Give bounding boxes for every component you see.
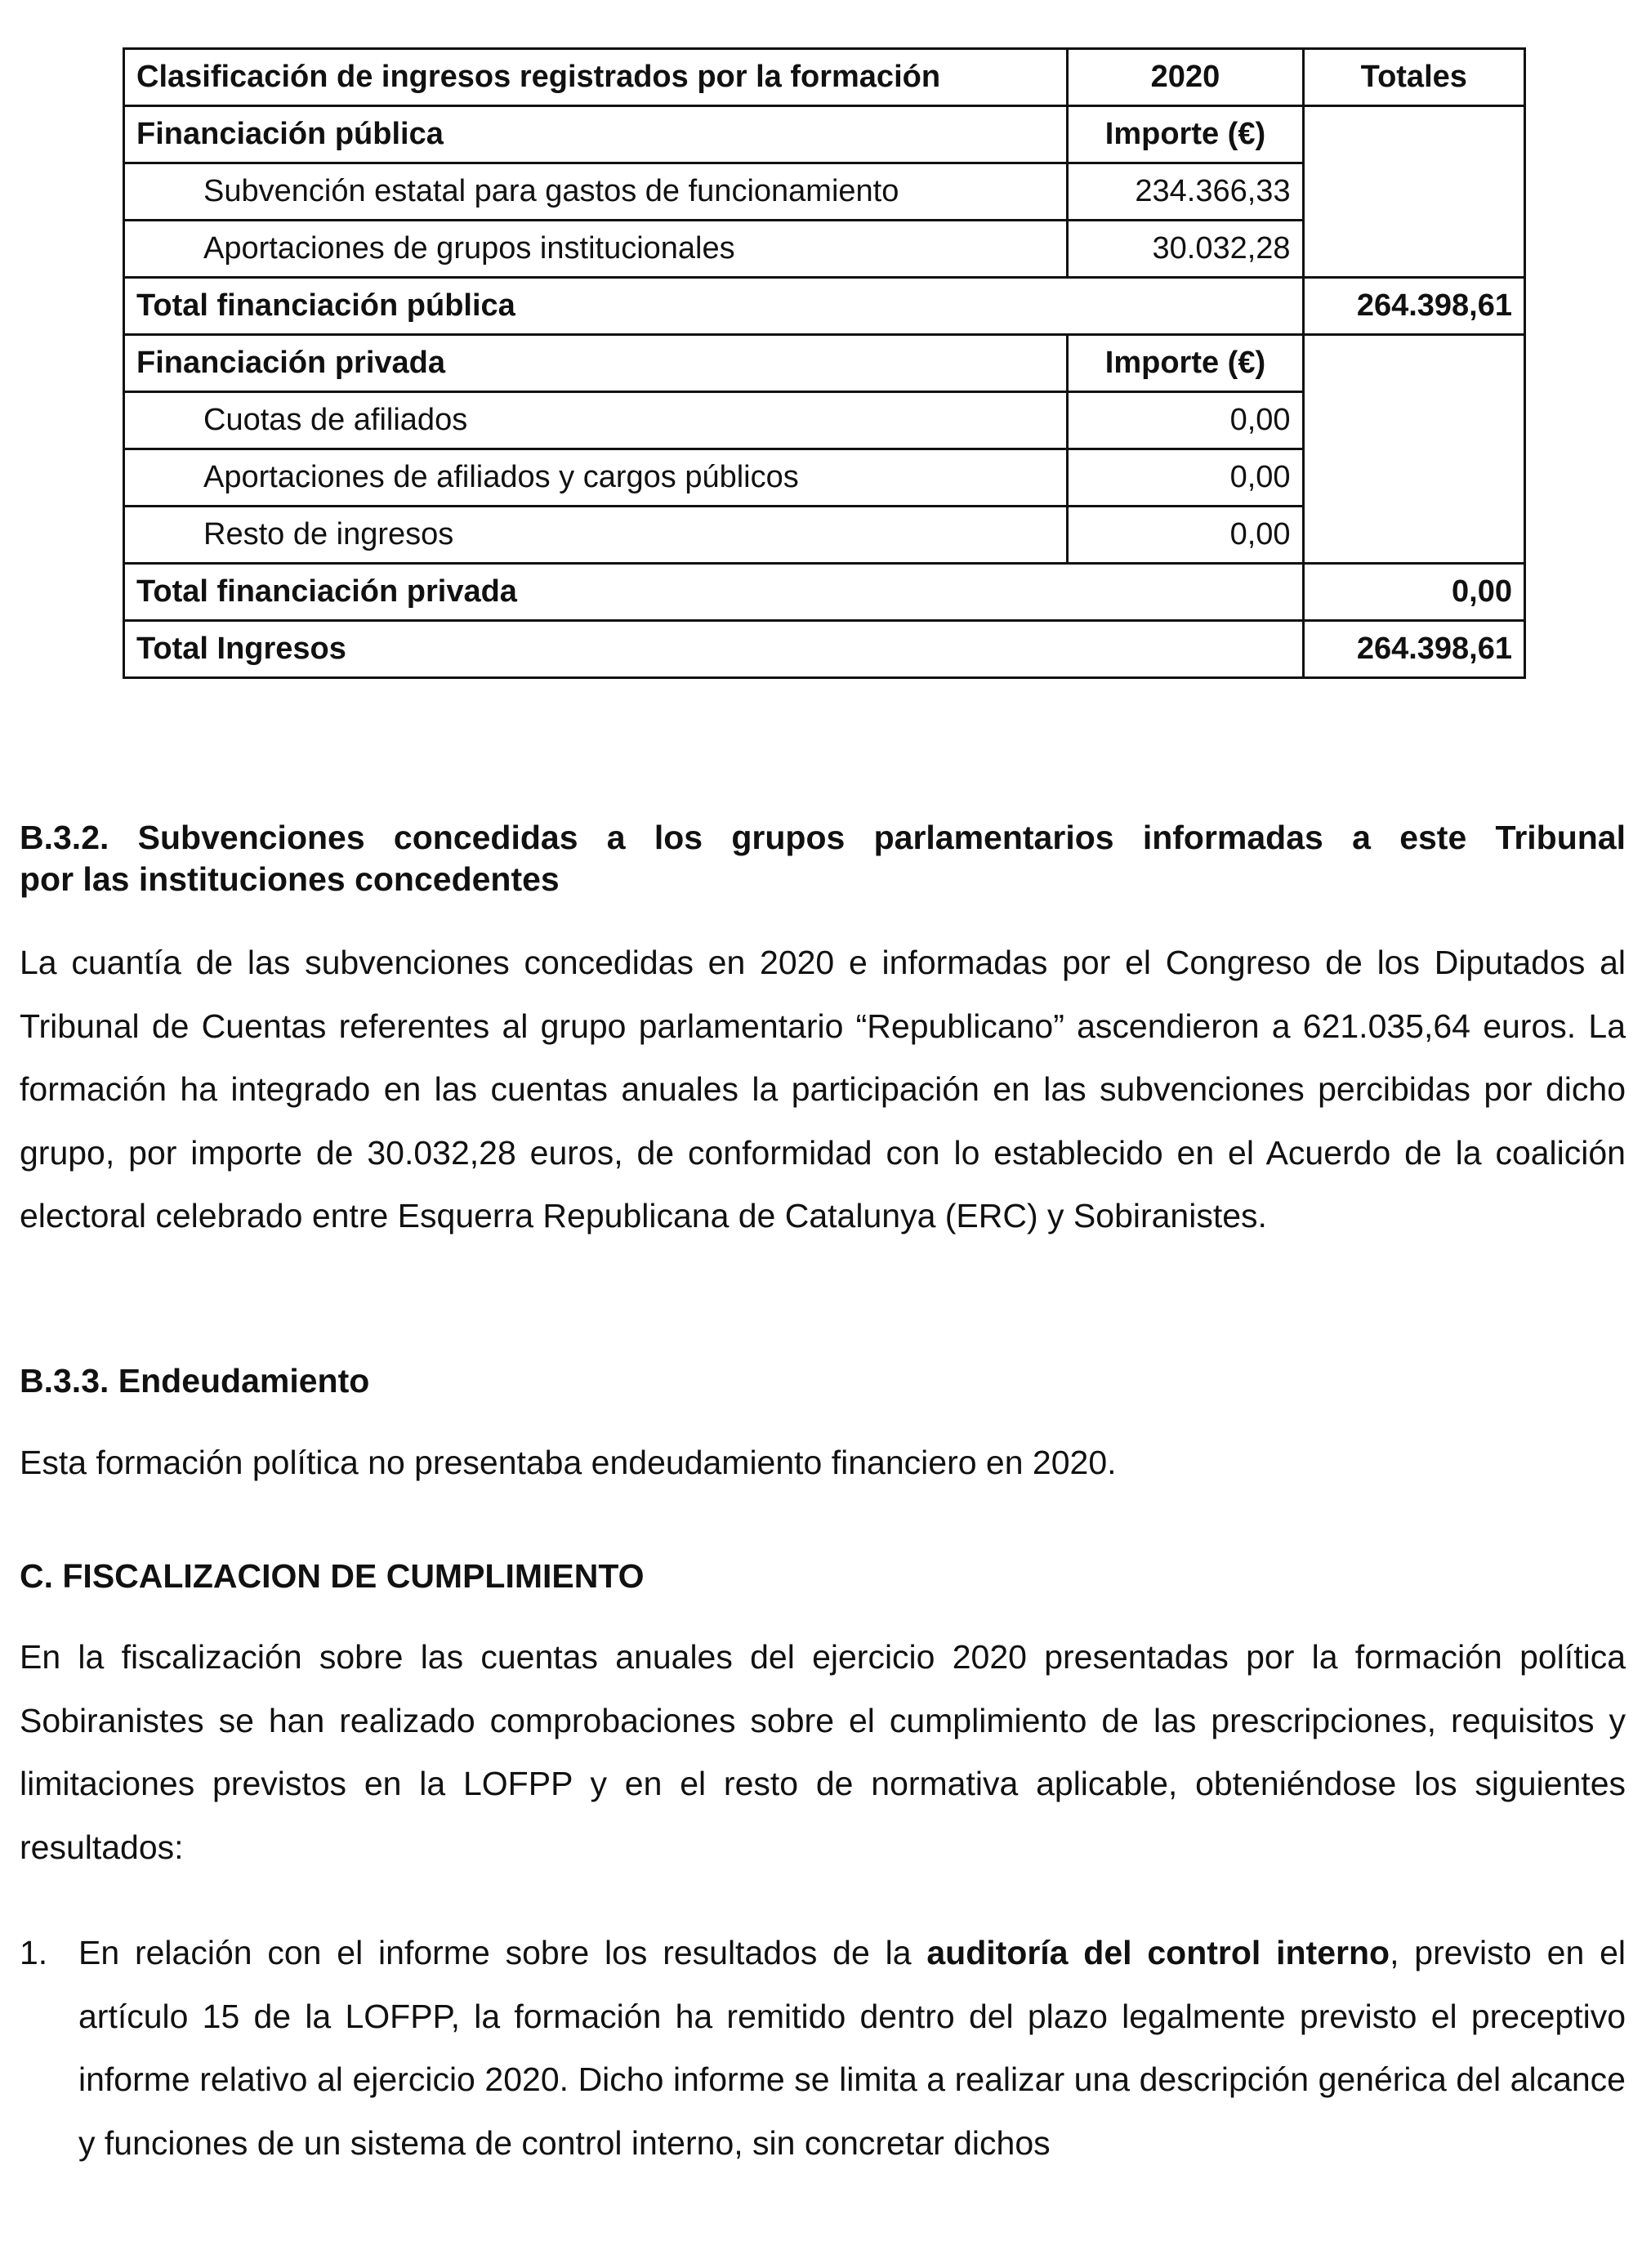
public-blank-cell <box>1303 106 1524 278</box>
header-classification: Clasificación de ingresos registrados por la formación <box>124 49 1068 106</box>
grand-total-row <box>124 621 1525 678</box>
section-c-paragraph: En la fiscalización sobre las cuentas anuales del ejercicio 2020 presentadas por la formación política Sobiranistes se han realizado comprobaciones sobre el cumplimiento de las prescripciones, requisitos y limitaciones previstos en la LOFPP y en el resto de normativa aplicable, obteniéndose los siguientes resultados: <box>20 1638 1626 1866</box>
list-item-text-bold: auditoría del control interno <box>926 1934 1390 1971</box>
table-header-row <box>124 49 1525 106</box>
public-total-value: 264.398,61 <box>1303 278 1524 335</box>
section-b33-heading: B.3.3. Endeudamiento <box>20 1362 370 1400</box>
header-totals: Totales <box>1303 49 1524 106</box>
row-label: Aportaciones de grupos institucionales <box>124 221 1068 278</box>
list-item-number: 1. <box>20 1934 48 1971</box>
private-funding-title: Financiación privada <box>124 335 1068 392</box>
section-b32-heading-line2: por las instituciones concedentes <box>20 860 560 898</box>
public-total-row <box>124 278 1525 335</box>
row-value: 0,00 <box>1068 449 1303 507</box>
public-total-label: Total financiación pública <box>124 278 1304 335</box>
list-item-text-after: , previsto en el artículo 15 de la LOFPP, la formación ha remitido dentro del plazo legalmente previsto el preceptivo informe relativo al ejercicio 2020. Dicho informe se limita a realizar una descripción genérica del alcance y funciones de un sistema de control interno, sin concretar dichos <box>78 1934 1626 2162</box>
row-value: 0,00 <box>1068 392 1303 449</box>
private-total-row <box>124 564 1525 621</box>
section-b32-heading-line1: B.3.2. Subvenciones concedidas a los grupos parlamentarios informadas a este Tribunal <box>20 819 1626 856</box>
income-classification-table <box>123 47 1526 679</box>
private-total-value: 0,00 <box>1303 564 1524 621</box>
row-value: 0,00 <box>1068 507 1303 564</box>
section-b33-paragraph: Esta formación política no presentaba endeudamiento financiero en 2020. <box>20 1444 1117 1481</box>
grand-total-value: 264.398,61 <box>1303 621 1524 678</box>
row-label: Cuotas de afiliados <box>124 392 1068 449</box>
row-label: Aportaciones de afiliados y cargos públicos <box>124 449 1068 507</box>
row-value: 30.032,28 <box>1068 221 1303 278</box>
section-b32-paragraph: La cuantía de las subvenciones concedidas en 2020 e informadas por el Congreso de los Diputados al Tribunal de Cuentas referentes al grupo parlamentario “Republicano” ascendieron a 621.035,64 euros. La formación ha integrado en las cuentas anuales la participación en las subvenciones percibidas por dicho grupo, por importe de 30.032,28 euros, de conformidad con lo establecido en el Acuerdo de la coalición electoral celebrado entre Esquerra Republicana de Catalunya (ERC) y Sobiranistes. <box>20 944 1626 1234</box>
private-total-label: Total financiación privada <box>124 564 1304 621</box>
private-importe-label: Importe (€) <box>1068 335 1303 392</box>
section-c-heading: C. FISCALIZACION DE CUMPLIMIENTO <box>20 1557 645 1595</box>
grand-total-label: Total Ingresos <box>124 621 1304 678</box>
public-importe-label: Importe (€) <box>1068 106 1303 163</box>
public-funding-title: Financiación pública <box>124 106 1068 163</box>
list-item-text <box>78 1922 1626 2175</box>
row-label: Subvención estatal para gastos de funcionamiento <box>124 163 1068 221</box>
section-b32-heading <box>20 817 1626 900</box>
row-value: 234.366,33 <box>1068 163 1303 221</box>
row-label: Resto de ingresos <box>124 507 1068 564</box>
list-item-text-before: En relación con el informe sobre los resultados de la <box>78 1934 927 1971</box>
private-funding-title-row <box>124 335 1525 392</box>
private-blank-cell <box>1303 335 1524 564</box>
header-year: 2020 <box>1068 49 1303 106</box>
public-funding-title-row <box>124 106 1525 163</box>
